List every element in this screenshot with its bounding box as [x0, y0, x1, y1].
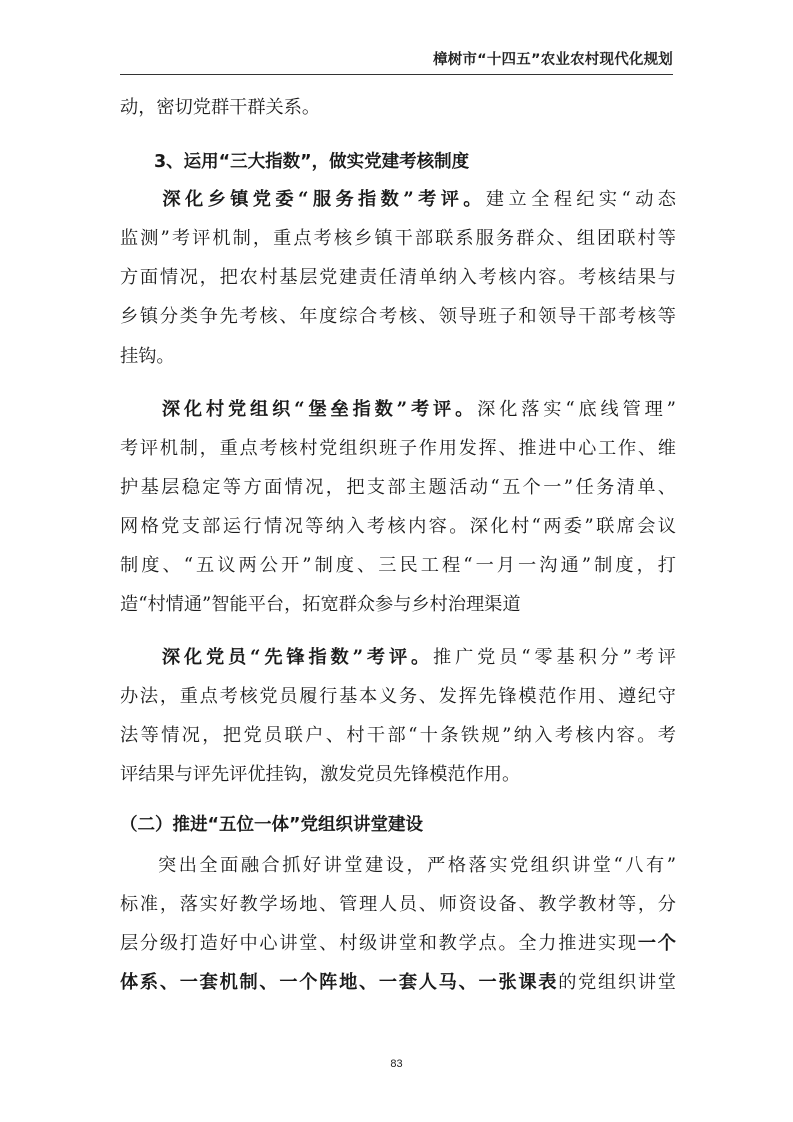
paragraph-line: 体系、一套机制、一个阵地、一套人马、一张课表的党组织讲堂 [120, 972, 676, 993]
paragraph-line: 标准，落实好教学场地、管理人员、师资设备、教学教材等，分 [120, 894, 676, 915]
paragraph-line: 制度、“五议两公开”制度、三民工程“一月一沟通”制度，打 [120, 555, 676, 576]
bold-lead: 深化乡镇党委“服务指数”考评。 [158, 189, 486, 210]
paragraph-line: 护基层稳定等方面情况，把支部主题活动“五个一”任务清单、 [120, 477, 676, 498]
text-line: 动，密切党群干群关系。 [120, 97, 321, 118]
paragraph-line: 乡镇分类争先考核、年度综合考核、领导班子和领导干部考核等 [120, 306, 676, 327]
paragraph-line: 深化党员“先锋指数”考评。推广党员“零基积分”考评 [158, 647, 676, 668]
paragraph-line: 评结果与评先评优挂钩，激发党员先锋模范作用。 [120, 764, 521, 785]
paragraph-line: 考评机制，重点考核村党组织班子作用发挥、推进中心工作、维 [120, 438, 676, 459]
paragraph-line: 层分级打造好中心讲堂、村级讲堂和教学点。全力推进实现一个 [120, 933, 676, 954]
subsection-heading: （二）推进“五位一体”党组织讲堂建设 [120, 815, 424, 835]
paragraph-line: 法等情况，把党员联户、村干部“十条铁规”纳入考核内容。考 [120, 725, 676, 746]
paragraph-line: 挂钩。 [120, 346, 175, 367]
bold-phrase: 体系、一套机制、一个阵地、一套人马、一张课表 [120, 972, 559, 993]
page-header [120, 48, 673, 75]
paragraph-line: 造“村情通”智能平台，拓宽群众参与乡村治理渠道 [120, 594, 521, 615]
paragraph-line: 方面情况，把农村基层党建责任清单纳入考核内容。考核结果与 [120, 267, 676, 288]
page-number: 83 [390, 1058, 403, 1070]
bold-phrase: 一个 [637, 933, 676, 954]
paragraph-line: 监测”考评机制，重点考核乡镇干部联系服务群众、组团联村等 [120, 228, 676, 249]
paragraph-line: 网格党支部运行情况等纳入考核内容。深化村“两委”联席会议 [120, 516, 676, 537]
paragraph-line: 办法，重点考核党员履行基本义务、发挥先锋模范作用、遵纪守 [120, 686, 676, 707]
paragraph-line: 突出全面融合抓好讲堂建设，严格落实党组织讲堂“八有” [158, 855, 676, 876]
header-title: 樟树市“十四五”农业农村现代化规划 [433, 52, 673, 68]
bold-lead: 深化党员“先锋指数”考评。 [158, 647, 434, 668]
bold-lead: 深化村党组织“堡垒指数”考评。 [158, 399, 478, 420]
paragraph-line: 深化村党组织“堡垒指数”考评。深化落实“底线管理” [158, 399, 676, 420]
paragraph-line: 深化乡镇党委“服务指数”考评。建立全程纪实“动态 [158, 189, 676, 210]
section-heading: 3、运用“三大指数”，做实党建考核制度 [154, 152, 470, 172]
